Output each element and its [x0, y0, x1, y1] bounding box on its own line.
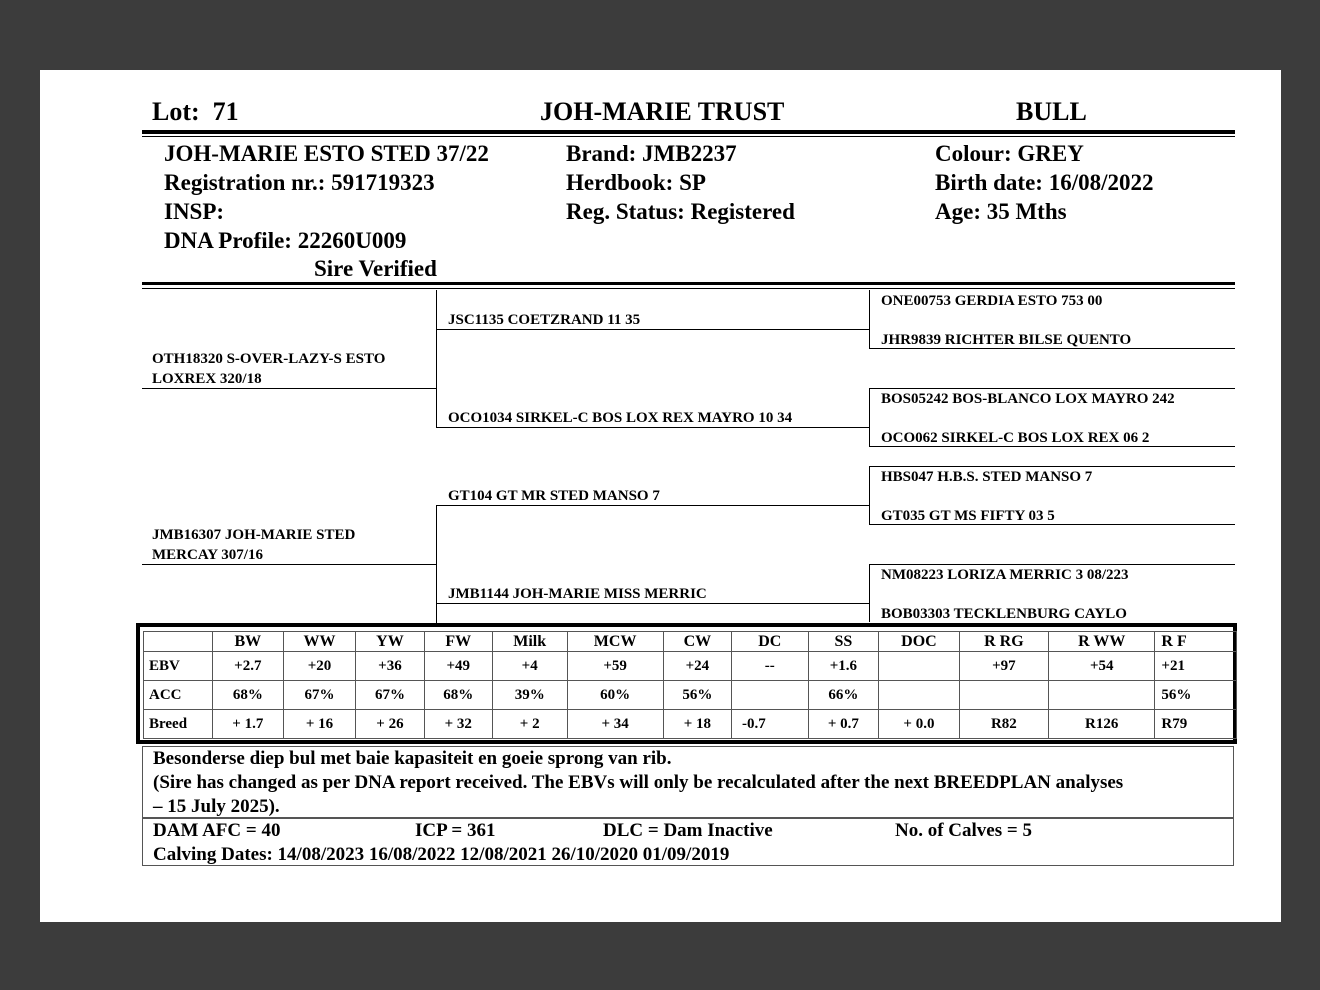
- ebv-header-cell: FW: [424, 632, 492, 652]
- ebv-header-cell: WW: [283, 632, 356, 652]
- ebv-cell: + 26: [356, 710, 424, 739]
- pedigree-dam-dam: JMB1144 JOH-MARIE MISS MERRIC: [448, 586, 707, 602]
- ebv-cell: + 16: [283, 710, 356, 739]
- calving-dates: Calving Dates: 14/08/2023 16/08/2022 12/08/2021 26/10/2020 01/09/2019: [153, 844, 730, 865]
- ebv-row-label: ACC: [144, 681, 213, 710]
- ebv-header-cell: R WW: [1049, 632, 1155, 652]
- ebv-cell: --: [731, 652, 808, 681]
- ped-vline-dd: [869, 564, 870, 622]
- ebv-header-cell: DOC: [879, 632, 960, 652]
- header-rule-thick: [142, 130, 1235, 134]
- info-rule-thin: [142, 288, 1235, 289]
- pedigree-dam-sire: GT104 GT MR STED MANSO 7: [448, 488, 660, 504]
- ebv-cell: +1.6: [808, 652, 879, 681]
- lot-number: 71: [212, 97, 239, 126]
- colour: Colour: GREY: [935, 141, 1084, 166]
- dlc: DLC = Dam Inactive: [603, 820, 773, 841]
- ebv-cell: [879, 652, 960, 681]
- ebv-cell: 68%: [213, 681, 284, 710]
- pedigree-ggp-8: BOB03303 TECKLENBURG CAYLO: [881, 606, 1127, 622]
- ped-vline-ds: [869, 466, 870, 524]
- ebv-header-cell: MCW: [567, 632, 663, 652]
- breeder-name: JOH-MARIE TRUST: [540, 97, 785, 126]
- ebv-cell: + 2: [492, 710, 567, 739]
- ebv-header-cell: YW: [356, 632, 424, 652]
- ebv-cell: +59: [567, 652, 663, 681]
- notes-line-3: – 15 July 2025).: [153, 796, 280, 817]
- ebv-cell: + 0.7: [808, 710, 879, 739]
- brand: Brand: JMB2237: [566, 141, 737, 166]
- notes-box: [142, 746, 1234, 818]
- ebv-cell: [731, 681, 808, 710]
- ebv-header-cell: DC: [731, 632, 808, 652]
- insp-label: INSP:: [164, 199, 225, 224]
- ebv-header-row: [144, 632, 1237, 652]
- ebv-cell: +2.7: [213, 652, 284, 681]
- ebv-cell: +36: [356, 652, 424, 681]
- ebv-header-cell: R RG: [959, 632, 1048, 652]
- ebv-cell: 66%: [808, 681, 879, 710]
- notes-line-2: (Sire has changed as per DNA report received. The EBVs will only be recalculated after the next BREEDPLAN analyses: [153, 772, 1124, 793]
- dam-info-box: [142, 818, 1234, 866]
- calf-count: No. of Calves = 5: [895, 820, 1032, 841]
- lot-label: Lot: 71: [152, 97, 239, 126]
- pedigree-ggp-2: JHR9839 RICHTER BILSE QUENTO: [881, 332, 1132, 348]
- ebv-row-label: EBV: [144, 652, 213, 681]
- ebv-cell: 67%: [283, 681, 356, 710]
- sire-verified: Sire Verified: [314, 256, 437, 281]
- breed-row: [144, 710, 1237, 739]
- ped-vline-dam: [436, 506, 437, 624]
- pedigree-ggp-5: HBS047 H.B.S. STED MANSO 7: [881, 469, 1093, 485]
- pedigree-sire-dam: OCO1034 SIRKEL-C BOS LOX REX MAYRO 10 34: [448, 410, 793, 426]
- ebv-cell: [1049, 681, 1155, 710]
- ebv-header-cell: Milk: [492, 632, 567, 652]
- catalogue-page: [40, 70, 1281, 922]
- ebv-cell: + 32: [424, 710, 492, 739]
- ebv-cell: 39%: [492, 681, 567, 710]
- ebv-cell: +24: [663, 652, 731, 681]
- ebv-cell: R126: [1049, 710, 1155, 739]
- ebv-cell: 67%: [356, 681, 424, 710]
- ebv-cell: + 0.0: [879, 710, 960, 739]
- reg-status: Reg. Status: Registered: [566, 199, 795, 224]
- ebv-cell: + 1.7: [213, 710, 284, 739]
- ebv-header-cell: [144, 632, 213, 652]
- notes-line-1: Besonderse diep bul met baie kapasiteit en goeie sprong van rib.: [153, 748, 672, 769]
- ebv-cell: +4: [492, 652, 567, 681]
- ebv-row-label: Breed: [144, 710, 213, 739]
- ped-vline-ss: [869, 290, 870, 348]
- registration-number: Registration nr.: 591719323: [164, 170, 435, 195]
- ebv-cell: [959, 681, 1048, 710]
- animal-name: JOH-MARIE ESTO STED 37/22: [164, 141, 489, 166]
- pedigree-sire-sire: JSC1135 COETZRAND 11 35: [448, 312, 641, 328]
- ebv-cell: R82: [959, 710, 1048, 739]
- ebv-header-cell: BW: [213, 632, 284, 652]
- ebv-cell: + 18: [663, 710, 731, 739]
- ebv-cell: + 34: [567, 710, 663, 739]
- ebv-cell: +21: [1155, 652, 1237, 681]
- icp: ICP = 361: [415, 820, 496, 841]
- pedigree-ggp-6: GT035 GT MS FIFTY 03 5: [881, 508, 1055, 524]
- pedigree-ggp-4: OCO062 SIRKEL-C BOS LOX REX 06 2: [881, 430, 1150, 446]
- age: Age: 35 Mths: [935, 199, 1067, 224]
- ebv-cell: 56%: [663, 681, 731, 710]
- header-rule-thin: [142, 136, 1235, 137]
- ebv-cell: R79: [1155, 710, 1237, 739]
- acc-row: [144, 681, 1237, 710]
- herdbook: Herdbook: SP: [566, 170, 706, 195]
- pedigree-ggp-3: BOS05242 BOS-BLANCO LOX MAYRO 242: [881, 391, 1175, 407]
- ebv-header-cell: R F: [1155, 632, 1237, 652]
- info-rule-thick: [142, 282, 1235, 285]
- pedigree-sire: OTH18320 S-OVER-LAZY-S ESTO LOXREX 320/18: [152, 351, 386, 387]
- ebv-cell: 60%: [567, 681, 663, 710]
- ped-vline-sd: [869, 388, 870, 446]
- ebv-cell: 68%: [424, 681, 492, 710]
- ebv-row: [144, 652, 1237, 681]
- ebv-cell: +20: [283, 652, 356, 681]
- ebv-cell: 56%: [1155, 681, 1237, 710]
- pedigree-ggp-7: NM08223 LORIZA MERRIC 3 08/223: [881, 567, 1129, 583]
- ebv-header-cell: CW: [663, 632, 731, 652]
- ped-vline-sire: [436, 290, 437, 428]
- ebv-table: [143, 631, 1237, 739]
- birth-date: Birth date: 16/08/2022: [935, 170, 1154, 195]
- dam-afc: DAM AFC = 40: [153, 820, 281, 841]
- dna-profile: DNA Profile: 22260U009: [164, 228, 407, 253]
- ebv-cell: +97: [959, 652, 1048, 681]
- ebv-cell: +49: [424, 652, 492, 681]
- ebv-header-cell: SS: [808, 632, 879, 652]
- pedigree-ggp-1: ONE00753 GERDIA ESTO 753 00: [881, 293, 1103, 309]
- ebv-cell: [879, 681, 960, 710]
- sex-label: BULL: [1016, 97, 1087, 126]
- pedigree-dam: JMB16307 JOH-MARIE STED MERCAY 307/16: [152, 527, 356, 563]
- ebv-cell: -0.7: [731, 710, 808, 739]
- ebv-cell: +54: [1049, 652, 1155, 681]
